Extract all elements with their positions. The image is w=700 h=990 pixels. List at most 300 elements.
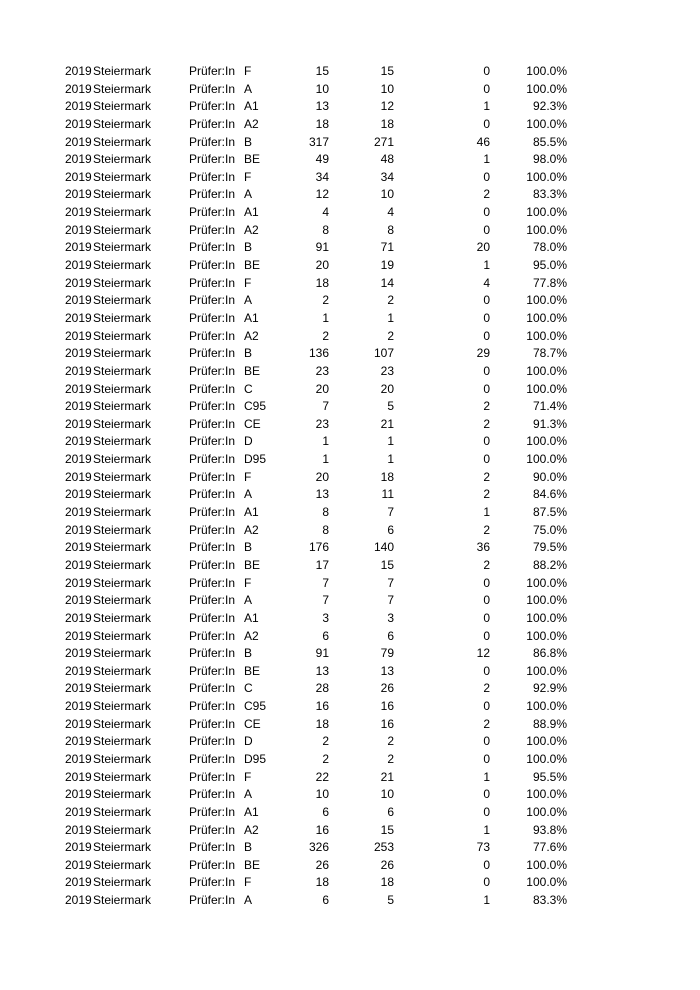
- year-cell: 2019: [65, 152, 92, 167]
- region-cell: Steiermark: [93, 469, 152, 484]
- passed-count-cell: 21: [380, 416, 394, 431]
- region-cell: Steiermark: [93, 663, 152, 678]
- passed-count-cell: 18: [380, 116, 394, 131]
- failed-count-cell: 0: [483, 116, 490, 131]
- year-cell: 2019: [65, 258, 92, 273]
- total-count-cell: 7: [322, 399, 329, 414]
- table-row: [0, 169, 700, 187]
- region-cell: Steiermark: [93, 81, 152, 96]
- failed-count-cell: 0: [483, 434, 490, 449]
- table-row: [0, 134, 700, 152]
- total-count-cell: 17: [315, 557, 329, 572]
- region-cell: Steiermark: [93, 346, 152, 361]
- license-class-cell: B: [244, 840, 253, 855]
- region-cell: Steiermark: [93, 769, 152, 784]
- pass-rate-cell: 100.0%: [526, 875, 567, 890]
- pass-rate-cell: 100.0%: [526, 628, 567, 643]
- license-class-cell: F: [244, 575, 252, 590]
- pass-rate-cell: 100.0%: [526, 293, 567, 308]
- year-cell: 2019: [65, 363, 92, 378]
- total-count-cell: 3: [322, 610, 329, 625]
- license-class-cell: A: [244, 787, 253, 802]
- table-row: [0, 222, 700, 240]
- pass-rate-cell: 93.8%: [532, 822, 567, 837]
- table-row: [0, 522, 700, 540]
- pass-rate-cell: 100.0%: [526, 804, 567, 819]
- license-class-cell: A: [244, 81, 253, 96]
- region-cell: Steiermark: [93, 152, 152, 167]
- pass-rate-cell: 100.0%: [526, 116, 567, 131]
- examiner-role-cell: Prüfer:In: [189, 240, 236, 255]
- license-class-cell: A1: [244, 205, 259, 220]
- year-cell: 2019: [65, 487, 92, 502]
- license-class-cell: A: [244, 487, 253, 502]
- pass-rate-cell: 86.8%: [532, 646, 567, 661]
- table-row: [0, 381, 700, 399]
- pass-rate-cell: 100.0%: [526, 222, 567, 237]
- license-class-cell: A: [244, 293, 253, 308]
- year-cell: 2019: [65, 99, 92, 114]
- table-row: [0, 239, 700, 257]
- pass-rate-cell: 100.0%: [526, 363, 567, 378]
- total-count-cell: 6: [322, 893, 329, 908]
- year-cell: 2019: [65, 222, 92, 237]
- examiner-role-cell: Prüfer:In: [189, 628, 236, 643]
- passed-count-cell: 71: [380, 240, 394, 255]
- passed-count-cell: 15: [380, 822, 394, 837]
- examiner-role-cell: Prüfer:In: [189, 646, 236, 661]
- license-class-cell: A2: [244, 328, 259, 343]
- region-cell: Steiermark: [93, 540, 152, 555]
- passed-count-cell: 107: [373, 346, 394, 361]
- total-count-cell: 176: [308, 540, 329, 555]
- year-cell: 2019: [65, 751, 92, 766]
- license-class-cell: BE: [244, 663, 261, 678]
- year-cell: 2019: [65, 857, 92, 872]
- pass-rate-cell: 100.0%: [526, 328, 567, 343]
- license-class-cell: CE: [244, 416, 261, 431]
- region-cell: Steiermark: [93, 787, 152, 802]
- region-cell: Steiermark: [93, 205, 152, 220]
- region-cell: Steiermark: [93, 681, 152, 696]
- table-row: [0, 257, 700, 275]
- passed-count-cell: 253: [373, 840, 394, 855]
- failed-count-cell: 2: [483, 557, 490, 572]
- failed-count-cell: 0: [483, 787, 490, 802]
- total-count-cell: 2: [322, 734, 329, 749]
- region-cell: Steiermark: [93, 522, 152, 537]
- failed-count-cell: 20: [476, 240, 490, 255]
- table-row: [0, 680, 700, 698]
- failed-count-cell: 0: [483, 699, 490, 714]
- pass-rate-cell: 77.8%: [532, 275, 567, 290]
- year-cell: 2019: [65, 610, 92, 625]
- year-cell: 2019: [65, 875, 92, 890]
- table-row: [0, 433, 700, 451]
- region-cell: Steiermark: [93, 875, 152, 890]
- pass-rate-cell: 92.3%: [532, 99, 567, 114]
- total-count-cell: 6: [322, 628, 329, 643]
- pass-rate-cell: 92.9%: [532, 681, 567, 696]
- region-cell: Steiermark: [93, 275, 152, 290]
- pass-rate-cell: 79.5%: [532, 540, 567, 555]
- examiner-role-cell: Prüfer:In: [189, 363, 236, 378]
- total-count-cell: 10: [315, 787, 329, 802]
- failed-count-cell: 0: [483, 575, 490, 590]
- license-class-cell: C95: [244, 399, 267, 414]
- license-class-cell: F: [244, 469, 252, 484]
- passed-count-cell: 34: [380, 169, 394, 184]
- examiner-role-cell: Prüfer:In: [189, 293, 236, 308]
- license-class-cell: BE: [244, 152, 261, 167]
- year-cell: 2019: [65, 328, 92, 343]
- pass-rate-cell: 78.7%: [532, 346, 567, 361]
- license-class-cell: A1: [244, 310, 259, 325]
- year-cell: 2019: [65, 310, 92, 325]
- total-count-cell: 1: [322, 434, 329, 449]
- table-row: [0, 275, 700, 293]
- examiner-role-cell: Prüfer:In: [189, 346, 236, 361]
- pass-rate-cell: 88.2%: [532, 557, 567, 572]
- license-class-cell: D: [244, 434, 253, 449]
- failed-count-cell: 0: [483, 363, 490, 378]
- region-cell: Steiermark: [93, 222, 152, 237]
- license-class-cell: C: [244, 681, 253, 696]
- region-cell: Steiermark: [93, 328, 152, 343]
- passed-count-cell: 12: [380, 99, 394, 114]
- table-row: [0, 716, 700, 734]
- total-count-cell: 2: [322, 328, 329, 343]
- year-cell: 2019: [65, 275, 92, 290]
- table-row: [0, 186, 700, 204]
- license-class-cell: B: [244, 346, 253, 361]
- passed-count-cell: 2: [387, 734, 394, 749]
- passed-count-cell: 7: [387, 593, 394, 608]
- region-cell: Steiermark: [93, 716, 152, 731]
- pass-rate-cell: 100.0%: [526, 663, 567, 678]
- table-row: [0, 804, 700, 822]
- total-count-cell: 4: [322, 205, 329, 220]
- table-row: [0, 63, 700, 81]
- license-class-cell: A2: [244, 116, 259, 131]
- region-cell: Steiermark: [93, 893, 152, 908]
- year-cell: 2019: [65, 134, 92, 149]
- examiner-role-cell: Prüfer:In: [189, 416, 236, 431]
- pass-rate-cell: 100.0%: [526, 169, 567, 184]
- examiner-role-cell: Prüfer:In: [189, 787, 236, 802]
- failed-count-cell: 2: [483, 416, 490, 431]
- total-count-cell: 16: [315, 699, 329, 714]
- total-count-cell: 10: [315, 81, 329, 96]
- pass-rate-cell: 100.0%: [526, 452, 567, 467]
- examiner-role-cell: Prüfer:In: [189, 804, 236, 819]
- region-cell: Steiermark: [93, 258, 152, 273]
- region-cell: Steiermark: [93, 240, 152, 255]
- passed-count-cell: 26: [380, 857, 394, 872]
- total-count-cell: 91: [315, 646, 329, 661]
- failed-count-cell: 2: [483, 522, 490, 537]
- total-count-cell: 2: [322, 751, 329, 766]
- failed-count-cell: 73: [476, 840, 490, 855]
- total-count-cell: 34: [315, 169, 329, 184]
- table-row: [0, 345, 700, 363]
- year-cell: 2019: [65, 681, 92, 696]
- failed-count-cell: 1: [483, 258, 490, 273]
- region-cell: Steiermark: [93, 734, 152, 749]
- license-class-cell: D95: [244, 751, 267, 766]
- region-cell: Steiermark: [93, 804, 152, 819]
- failed-count-cell: 0: [483, 628, 490, 643]
- table-row: [0, 539, 700, 557]
- examiner-role-cell: Prüfer:In: [189, 205, 236, 220]
- total-count-cell: 7: [322, 593, 329, 608]
- passed-count-cell: 23: [380, 363, 394, 378]
- total-count-cell: 18: [315, 116, 329, 131]
- region-cell: Steiermark: [93, 64, 152, 78]
- passed-count-cell: 5: [387, 399, 394, 414]
- year-cell: 2019: [65, 893, 92, 908]
- region-cell: Steiermark: [93, 593, 152, 608]
- region-cell: Steiermark: [93, 452, 152, 467]
- license-class-cell: C: [244, 381, 253, 396]
- passed-count-cell: 11: [381, 487, 394, 502]
- license-class-cell: B: [244, 134, 253, 149]
- passed-count-cell: 140: [373, 540, 394, 555]
- pass-rate-cell: 100.0%: [526, 610, 567, 625]
- region-cell: Steiermark: [93, 505, 152, 520]
- license-class-cell: F: [244, 275, 252, 290]
- region-cell: Steiermark: [93, 416, 152, 431]
- failed-count-cell: 2: [483, 469, 490, 484]
- total-count-cell: 22: [315, 769, 329, 784]
- examiner-role-cell: Prüfer:In: [189, 840, 236, 855]
- table-row: [0, 81, 700, 99]
- passed-count-cell: 79: [380, 646, 394, 661]
- year-cell: 2019: [65, 663, 92, 678]
- failed-count-cell: 2: [483, 187, 490, 202]
- failed-count-cell: 0: [483, 328, 490, 343]
- region-cell: Steiermark: [93, 116, 152, 131]
- total-count-cell: 23: [315, 363, 329, 378]
- license-class-cell: C95: [244, 699, 267, 714]
- passed-count-cell: 2: [387, 293, 394, 308]
- year-cell: 2019: [65, 646, 92, 661]
- year-cell: 2019: [65, 787, 92, 802]
- failed-count-cell: 0: [483, 310, 490, 325]
- license-class-cell: D95: [244, 452, 267, 467]
- year-cell: 2019: [65, 346, 92, 361]
- license-class-cell: A1: [244, 99, 259, 114]
- table-row: [0, 469, 700, 487]
- examiner-role-cell: Prüfer:In: [189, 663, 236, 678]
- passed-count-cell: 26: [380, 681, 394, 696]
- license-class-cell: A1: [244, 505, 259, 520]
- failed-count-cell: 0: [483, 452, 490, 467]
- examiner-role-cell: Prüfer:In: [189, 434, 236, 449]
- license-class-cell: A2: [244, 822, 259, 837]
- table-row: [0, 451, 700, 469]
- failed-count-cell: 0: [483, 81, 490, 96]
- failed-count-cell: 2: [483, 487, 490, 502]
- table-row: [0, 116, 700, 134]
- pass-rate-cell: 100.0%: [526, 205, 567, 220]
- year-cell: 2019: [65, 505, 92, 520]
- examiner-role-cell: Prüfer:In: [189, 64, 236, 78]
- table-row: [0, 733, 700, 751]
- table-row: [0, 769, 700, 787]
- total-count-cell: 8: [322, 505, 329, 520]
- license-class-cell: A2: [244, 628, 259, 643]
- year-cell: 2019: [65, 469, 92, 484]
- table-row: [0, 98, 700, 116]
- table-row: [0, 363, 700, 381]
- failed-count-cell: 29: [476, 346, 490, 361]
- examiner-role-cell: Prüfer:In: [189, 487, 236, 502]
- passed-count-cell: 6: [387, 628, 394, 643]
- license-class-cell: A: [244, 187, 253, 202]
- region-cell: Steiermark: [93, 487, 152, 502]
- total-count-cell: 28: [315, 681, 329, 696]
- table-row: [0, 592, 700, 610]
- total-count-cell: 326: [308, 840, 329, 855]
- year-cell: 2019: [65, 769, 92, 784]
- pass-rate-cell: 100.0%: [526, 310, 567, 325]
- pass-rate-cell: 100.0%: [526, 699, 567, 714]
- license-class-cell: B: [244, 240, 253, 255]
- passed-count-cell: 1: [387, 452, 394, 467]
- license-class-cell: A2: [244, 222, 259, 237]
- license-class-cell: BE: [244, 258, 261, 273]
- passed-count-cell: 21: [380, 769, 394, 784]
- pass-rate-cell: 95.5%: [532, 769, 567, 784]
- table-row: [0, 151, 700, 169]
- examiner-role-cell: Prüfer:In: [189, 381, 236, 396]
- table-row: [0, 751, 700, 769]
- region-cell: Steiermark: [93, 610, 152, 625]
- region-cell: Steiermark: [93, 575, 152, 590]
- passed-count-cell: 5: [387, 893, 394, 908]
- region-cell: Steiermark: [93, 187, 152, 202]
- examiner-role-cell: Prüfer:In: [189, 575, 236, 590]
- year-cell: 2019: [65, 187, 92, 202]
- examiner-role-cell: Prüfer:In: [189, 593, 236, 608]
- examiner-role-cell: Prüfer:In: [189, 505, 236, 520]
- table-row: [0, 822, 700, 840]
- passed-count-cell: 48: [380, 152, 394, 167]
- table-row: [0, 786, 700, 804]
- passed-count-cell: 16: [380, 716, 394, 731]
- pass-rate-cell: 90.0%: [532, 469, 567, 484]
- total-count-cell: 13: [315, 487, 329, 502]
- failed-count-cell: 0: [483, 663, 490, 678]
- total-count-cell: 18: [315, 275, 329, 290]
- examiner-role-cell: Prüfer:In: [189, 734, 236, 749]
- table-row: [0, 328, 700, 346]
- region-cell: Steiermark: [93, 293, 152, 308]
- failed-count-cell: 0: [483, 222, 490, 237]
- region-cell: Steiermark: [93, 646, 152, 661]
- passed-count-cell: 2: [387, 751, 394, 766]
- passed-count-cell: 14: [380, 275, 394, 290]
- table-row: [0, 575, 700, 593]
- passed-count-cell: 1: [387, 434, 394, 449]
- failed-count-cell: 1: [483, 769, 490, 784]
- year-cell: 2019: [65, 64, 92, 78]
- pass-rate-cell: 77.6%: [532, 840, 567, 855]
- examiner-role-cell: Prüfer:In: [189, 310, 236, 325]
- passed-count-cell: 20: [380, 381, 394, 396]
- license-class-cell: A: [244, 593, 253, 608]
- total-count-cell: 12: [315, 187, 329, 202]
- total-count-cell: 8: [322, 522, 329, 537]
- failed-count-cell: 0: [483, 293, 490, 308]
- table-row: [0, 610, 700, 628]
- passed-count-cell: 18: [380, 875, 394, 890]
- pass-rate-cell: 91.3%: [532, 416, 567, 431]
- pass-rate-cell: 100.0%: [526, 81, 567, 96]
- region-cell: Steiermark: [93, 434, 152, 449]
- table-row: [0, 874, 700, 892]
- failed-count-cell: 0: [483, 751, 490, 766]
- year-cell: 2019: [65, 840, 92, 855]
- examiner-role-cell: Prüfer:In: [189, 540, 236, 555]
- passed-count-cell: 10: [380, 187, 394, 202]
- pass-rate-cell: 83.3%: [532, 187, 567, 202]
- failed-count-cell: 0: [483, 593, 490, 608]
- passed-count-cell: 13: [380, 663, 394, 678]
- total-count-cell: 6: [322, 804, 329, 819]
- pass-rate-cell: 85.5%: [532, 134, 567, 149]
- year-cell: 2019: [65, 205, 92, 220]
- pass-rate-cell: 100.0%: [526, 575, 567, 590]
- passed-count-cell: 18: [380, 469, 394, 484]
- failed-count-cell: 12: [476, 646, 490, 661]
- license-class-cell: BE: [244, 857, 261, 872]
- pass-rate-cell: 100.0%: [526, 734, 567, 749]
- total-count-cell: 7: [322, 575, 329, 590]
- table-row: [0, 645, 700, 663]
- pass-rate-cell: 100.0%: [526, 381, 567, 396]
- examiner-role-cell: Prüfer:In: [189, 699, 236, 714]
- failed-count-cell: 0: [483, 610, 490, 625]
- pass-rate-cell: 95.0%: [532, 258, 567, 273]
- total-count-cell: 23: [315, 416, 329, 431]
- table-row: [0, 204, 700, 222]
- examiner-role-cell: Prüfer:In: [189, 557, 236, 572]
- examiner-role-cell: Prüfer:In: [189, 751, 236, 766]
- examiner-role-cell: Prüfer:In: [189, 275, 236, 290]
- total-count-cell: 8: [322, 222, 329, 237]
- examiner-role-cell: Prüfer:In: [189, 522, 236, 537]
- total-count-cell: 16: [315, 822, 329, 837]
- failed-count-cell: 1: [483, 822, 490, 837]
- total-count-cell: 20: [315, 381, 329, 396]
- year-cell: 2019: [65, 522, 92, 537]
- region-cell: Steiermark: [93, 857, 152, 872]
- passed-count-cell: 6: [387, 522, 394, 537]
- passed-count-cell: 7: [387, 505, 394, 520]
- examiner-role-cell: Prüfer:In: [189, 99, 236, 114]
- table-row: [0, 892, 700, 910]
- failed-count-cell: 0: [483, 64, 490, 78]
- total-count-cell: 2: [322, 293, 329, 308]
- region-cell: Steiermark: [93, 169, 152, 184]
- passed-count-cell: 4: [387, 205, 394, 220]
- region-cell: Steiermark: [93, 840, 152, 855]
- examiner-role-cell: Prüfer:In: [189, 822, 236, 837]
- passed-count-cell: 271: [373, 134, 394, 149]
- failed-count-cell: 36: [476, 540, 490, 555]
